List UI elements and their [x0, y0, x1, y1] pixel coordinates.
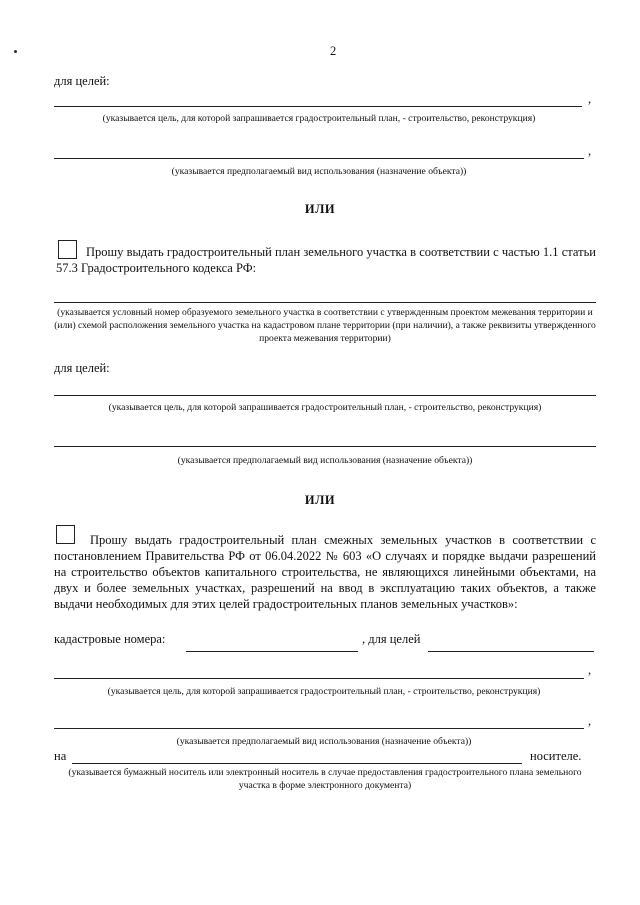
purpose-label: для целей: — [54, 74, 110, 88]
purpose-field-line-inline[interactable] — [428, 651, 594, 652]
comma: , — [588, 714, 592, 728]
usage-field-line[interactable] — [54, 728, 584, 729]
scan-mark — [14, 50, 17, 53]
or-separator: ИЛИ — [304, 493, 336, 507]
purpose-caption: (указывается цель, для которой запрашивается градостроительный план, - строительство, реконструкция) — [102, 113, 536, 124]
purpose-caption: (указывается цель, для которой запрашивается градостроительный план, - строительство, реконструкция) — [107, 686, 541, 697]
purpose-field-line[interactable] — [54, 106, 582, 107]
request-text-1: Прошу выдать градостроительный план земельного участка в соответствии с частью 1.1 статьи 57.3 Градостроительного кодекса РФ: — [56, 245, 596, 275]
usage-field-line[interactable] — [54, 446, 596, 447]
usage-field-line[interactable] — [54, 158, 584, 159]
parcel-number-field-line[interactable] — [54, 302, 596, 303]
purpose-label: для целей: — [54, 361, 110, 375]
on-label: на — [54, 749, 67, 763]
carrier-caption: (указывается бумажный носитель или электронный носитель в случае предоставления градостроительного плана земельного участка в форме электронного документа) — [68, 767, 582, 791]
page-number: 2 — [330, 44, 337, 58]
purpose-field-line[interactable] — [54, 395, 596, 396]
for-purposes-label: , для целей — [362, 632, 421, 646]
parcel-number-caption: (указывается условный номер образуемого земельного участка в соответствии с утвержденным проектом межевания территории и (или) схемой расположения земельного участка на кадастровом плане территории (при наличии), а также реквизиты утвержденного проекта межевания территории) — [54, 307, 596, 344]
purpose-caption: (указывается цель, для которой запрашивается градостроительный план, - строительство, реконструкция) — [108, 402, 542, 413]
purpose-field-line[interactable] — [54, 678, 584, 679]
usage-caption: (указывается предполагаемый вид использования (назначение объекта)) — [177, 455, 473, 466]
comma: , — [588, 92, 592, 106]
usage-caption: (указывается предполагаемый вид использования (назначение объекта)) — [171, 166, 467, 177]
usage-caption: (указывается предполагаемый вид использования (назначение объекта)) — [176, 736, 472, 747]
or-separator: ИЛИ — [304, 202, 336, 216]
comma: , — [588, 663, 592, 677]
carrier-field-line[interactable] — [72, 763, 522, 764]
cadastral-label: кадастровые номера: — [54, 632, 166, 646]
cadastral-numbers-field-line[interactable] — [186, 651, 358, 652]
request-text-2: Прошу выдать градостроительный план смежных земельных участков в соответствии с постановлением Правительства РФ от 06.04.2022 № 603 «О случаях и порядке выдачи разрешений на строительство объектов капитального строительства, не являющихся линейными объектами, на двух и более земельных участках, разрешений на ввод в эксплуатацию таких объектов, а также выдачи необходимых для этих целей градостроительных планов земельных участков»: — [54, 533, 596, 611]
comma: , — [588, 144, 592, 158]
carrier-label: носителе. — [530, 749, 582, 763]
